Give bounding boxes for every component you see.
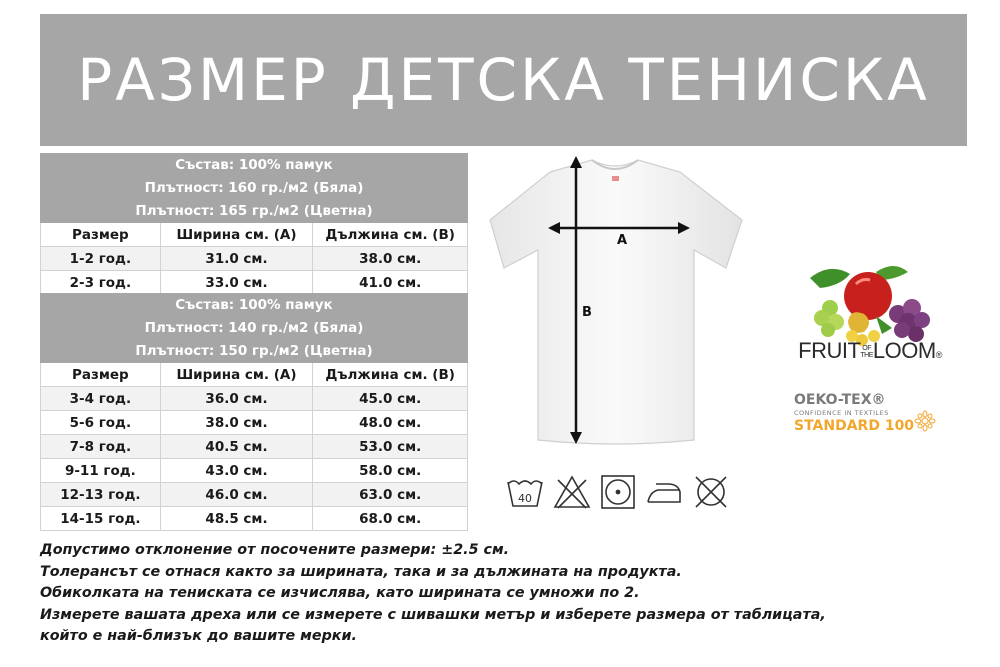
oeko-tex-badge: [794, 392, 954, 434]
note-tolerance-scope: Толерансът се отнася както за ширината, така и за дължината на продукта.: [40, 563, 682, 580]
table-row: [41, 387, 468, 411]
width-cell: 40.5 см.: [160, 435, 313, 459]
density-color-label: Плътност: 165 гр./м2 (Цветна): [41, 200, 468, 223]
column-headers: [41, 363, 468, 387]
oeko-flower-icon: [914, 410, 936, 432]
brand-registered: ®: [935, 350, 942, 360]
size-cell: 7-8 год.: [41, 435, 161, 459]
size-cell: 1-2 год.: [41, 247, 161, 271]
size-cell: 12-13 год.: [41, 483, 161, 507]
column-header-length: Дължина см. (В): [313, 223, 468, 247]
column-header-width: Ширина см. (А): [160, 223, 313, 247]
size-cell: 2-3 год.: [41, 271, 161, 295]
table-row: [41, 459, 468, 483]
brand-small-words: [860, 345, 873, 359]
width-cell: 43.0 см.: [160, 459, 313, 483]
table-row: [41, 411, 468, 435]
width-cell: 46.0 см.: [160, 483, 313, 507]
size-notes: [40, 540, 990, 648]
length-cell: 48.0 см.: [313, 411, 468, 435]
length-cell: 68.0 см.: [313, 507, 468, 531]
density-white-label: Плътност: 140 гр./м2 (Бяла): [41, 317, 468, 340]
brand-name: [790, 338, 950, 364]
length-cell: 53.0 см.: [313, 435, 468, 459]
wash-40-icon: [505, 472, 545, 512]
note-measure-instructions-cont: който е най-близък до вашите мерки.: [40, 628, 357, 644]
label-b: B: [582, 305, 592, 320]
column-header-length: Дължина см. (В): [313, 363, 468, 387]
size-table-small: [40, 153, 468, 295]
table-row: [41, 247, 468, 271]
tshirt-diagram: [480, 150, 750, 460]
do-not-dry-clean-icon: [691, 472, 731, 512]
page-title: РАЗМЕР ДЕТСКА ТЕНИСКА: [77, 46, 930, 114]
size-cell: 3-4 год.: [41, 387, 161, 411]
brand-name-left: FRUIT: [798, 338, 861, 363]
column-headers: [41, 223, 468, 247]
width-cell: 36.0 см.: [160, 387, 313, 411]
brand-name-right: LOOM: [872, 338, 936, 363]
label-a: A: [616, 233, 628, 248]
table-row: [41, 507, 468, 531]
brand-small-the: THE: [860, 352, 873, 360]
width-cell: 38.0 см.: [160, 411, 313, 435]
note-measure-instructions: Измерете вашата дреха или се измерете с шивашки метър и изберете размера от таблицата,: [40, 606, 826, 623]
length-cell: 58.0 см.: [313, 459, 468, 483]
width-cell: 31.0 см.: [160, 247, 313, 271]
oeko-tex-tagline: CONFIDENCE IN TEXTILES: [794, 409, 889, 417]
table-row: [41, 271, 468, 295]
oeko-tex-standard: STANDARD 100: [794, 418, 915, 434]
composition-label: Състав: 100% памук: [41, 154, 468, 177]
density-white-label: Плътност: 160 гр./м2 (Бяла): [41, 177, 468, 200]
length-cell: 38.0 см.: [313, 247, 468, 271]
note-circumference: Обиколката на тениската се изчислява, като ширината се умножи по 2.: [40, 585, 640, 601]
length-cell: 63.0 см.: [313, 483, 468, 507]
column-header-size: Размер: [41, 363, 161, 387]
length-cell: 45.0 см.: [313, 387, 468, 411]
width-cell: 33.0 см.: [160, 271, 313, 295]
width-cell: 48.5 см.: [160, 507, 313, 531]
note-tolerance: Допустимо отклонение от посочените размери: ±2.5 см.: [40, 542, 510, 558]
wash-temp: 40: [518, 492, 533, 505]
iron-icon: [644, 472, 684, 512]
oeko-tex-title: OEKO-TEX®: [794, 392, 886, 408]
column-header-width: Ширина см. (А): [160, 363, 313, 387]
size-cell: 5-6 год.: [41, 411, 161, 435]
care-icons: [502, 468, 734, 516]
size-cell: 14-15 год.: [41, 507, 161, 531]
table-row: [41, 483, 468, 507]
table-row: [41, 435, 468, 459]
density-color-label: Плътност: 150 гр./м2 (Цветна): [41, 340, 468, 363]
composition-label: Състав: 100% памук: [41, 294, 468, 317]
tshirt-icon: [490, 160, 742, 444]
do-not-bleach-icon: [552, 472, 592, 512]
brand-small-of: OF: [862, 345, 872, 353]
tumble-dry-icon: [598, 472, 638, 512]
column-header-size: Размер: [41, 223, 161, 247]
size-table-large: [40, 293, 468, 531]
size-cell: 9-11 год.: [41, 459, 161, 483]
title-banner: [40, 14, 967, 146]
length-cell: 41.0 см.: [313, 271, 468, 295]
